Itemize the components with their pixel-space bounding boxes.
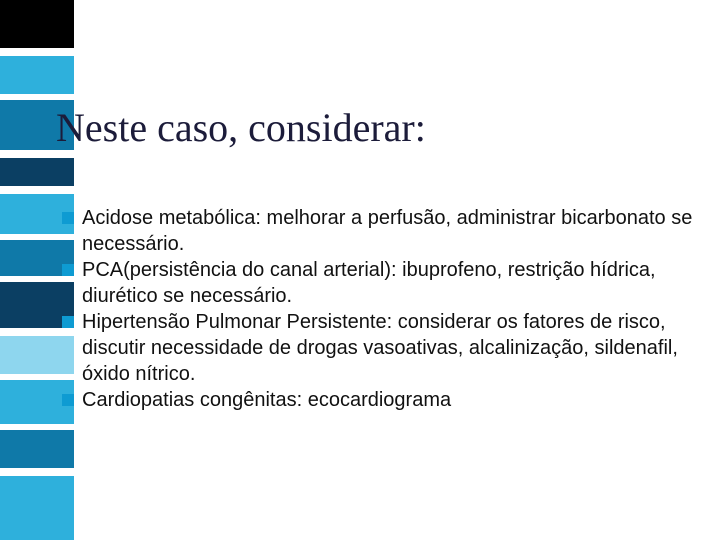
bullet-list xyxy=(62,205,702,413)
stripe-segment xyxy=(0,48,74,56)
stripe-segment xyxy=(0,476,74,540)
stripe-segment xyxy=(0,0,74,48)
stripe-segment xyxy=(0,150,74,158)
bullet-text: Acidose metabólica: melhorar a perfusão, administrar bicarbonato se necessário. xyxy=(82,207,693,255)
bullet-item xyxy=(62,309,702,387)
bullet-item xyxy=(62,387,702,413)
slide-title: Neste caso, considerar: xyxy=(56,105,426,150)
square-bullet-icon xyxy=(62,264,74,276)
bullet-text: Hipertensão Pulmonar Persistente: considerar os fatores de risco, discutir necessidade de drogas vasoativas, alcalinização, sildenafil, óxido nítrico. xyxy=(82,311,678,385)
bullet-text: PCA(persistência do canal arterial): ibuprofeno, restrição hídrica, diurético se necessário. xyxy=(82,259,656,307)
stripe-segment xyxy=(0,468,74,476)
square-bullet-icon xyxy=(62,394,74,406)
bullet-text: Cardiopatias congênitas: ecocardiograma xyxy=(82,389,452,411)
bullet-item xyxy=(62,205,702,257)
bullet-item xyxy=(62,257,702,309)
square-bullet-icon xyxy=(62,316,74,328)
square-bullet-icon xyxy=(62,212,74,224)
stripe-segment xyxy=(0,430,74,468)
stripe-segment xyxy=(0,158,74,186)
stripe-segment xyxy=(0,186,74,194)
stripe-segment xyxy=(0,56,74,94)
